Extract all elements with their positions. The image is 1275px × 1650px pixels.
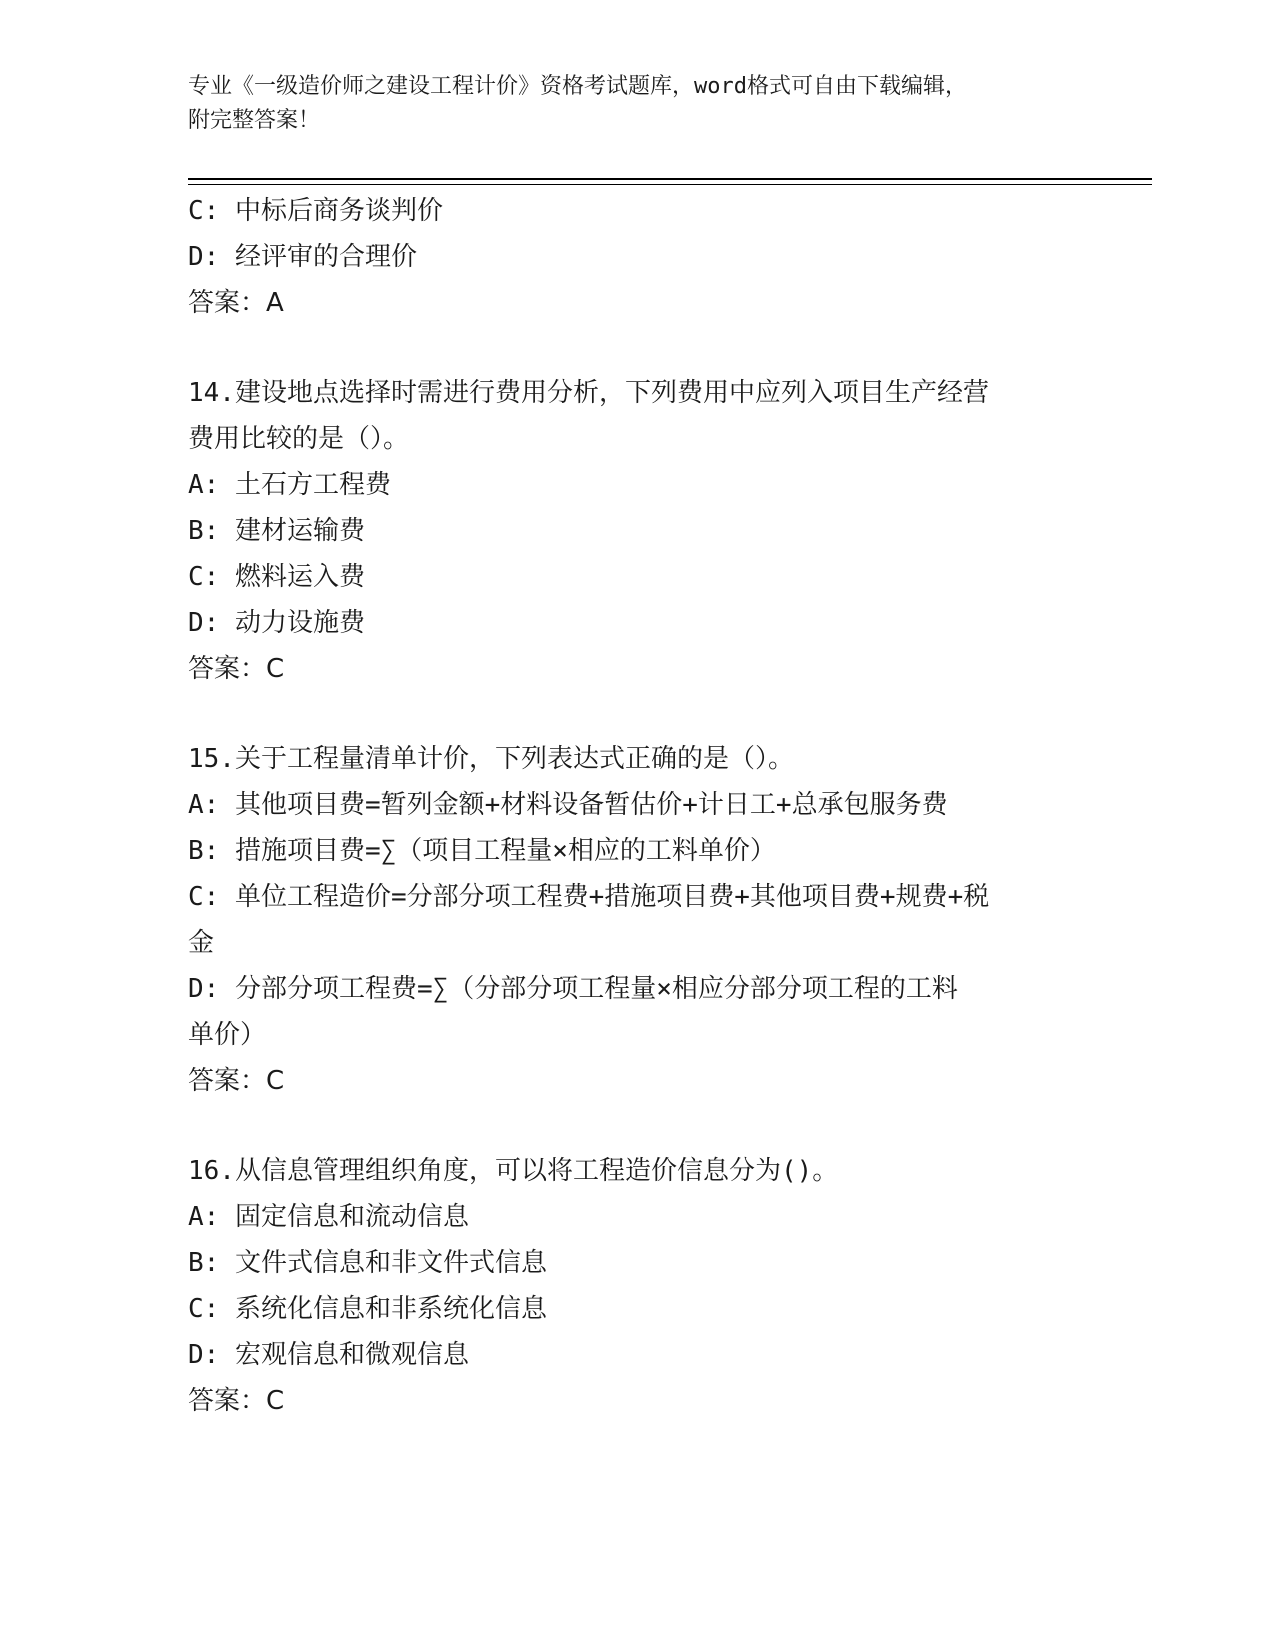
header-line-2: 附完整答案！ (188, 108, 321, 133)
option-d-cont: 单价） (188, 1020, 267, 1050)
spacer (188, 1104, 1068, 1148)
option-c-cont: 金 (188, 928, 215, 958)
option-c: C: 燃料运入费 (188, 562, 365, 592)
option-d: D: 动力设施费 (188, 608, 365, 638)
answer: 答案：C (188, 1066, 285, 1096)
question-stem: 16.从信息管理组织角度，可以将工程造价信息分为()。 (188, 1156, 839, 1186)
option-a: A: 土石方工程费 (188, 470, 391, 500)
option-d: D: 宏观信息和微观信息 (188, 1340, 469, 1370)
question-stem: 15.关于工程量清单计价，下列表达式正确的是（）。 (188, 744, 794, 774)
answer: 答案：C (188, 1386, 285, 1416)
header-rule-thin (188, 184, 1152, 185)
spacer (188, 326, 1068, 370)
answer: 答案：C (188, 654, 285, 684)
question-stem: 14.建设地点选择时需进行费用分析，下列费用中应列入项目生产经营 (188, 378, 989, 408)
spacer (188, 692, 1068, 736)
option-c: C: 单位工程造价=分部分项工程费+措施项目费+其他项目费+规费+税 (188, 882, 990, 912)
option-b: B: 文件式信息和非文件式信息 (188, 1248, 547, 1278)
header-rule-thick (188, 178, 1152, 180)
option-d: D: 分部分项工程费=∑（分部分项工程量×相应分部分项工程的工料 (188, 974, 958, 1004)
option-b: B: 建材运输费 (188, 516, 365, 546)
question-16 (188, 1148, 1068, 1424)
option-b: B: 措施项目费=∑（项目工程量×相应的工料单价） (188, 836, 776, 866)
document-header (188, 70, 1068, 138)
question-14 (188, 370, 1068, 692)
option-d: D: 经评审的合理价 (188, 242, 417, 272)
question-15 (188, 736, 1068, 1104)
option-a: A: 其他项目费=暂列金额+材料设备暂估价+计日工+总承包服务费 (188, 790, 948, 820)
option-c: C: 系统化信息和非系统化信息 (188, 1294, 547, 1324)
question-13-tail (188, 188, 1068, 326)
answer: 答案：A (188, 288, 284, 318)
question-stem-cont: 费用比较的是（）。 (188, 424, 410, 454)
question-content (188, 188, 1068, 1424)
header-line-1: 专业《一级造价师之建设工程计价》资格考试题库，word格式可自由下载编辑， (188, 74, 967, 99)
option-c: C: 中标后商务谈判价 (188, 196, 443, 226)
option-a: A: 固定信息和流动信息 (188, 1202, 469, 1232)
